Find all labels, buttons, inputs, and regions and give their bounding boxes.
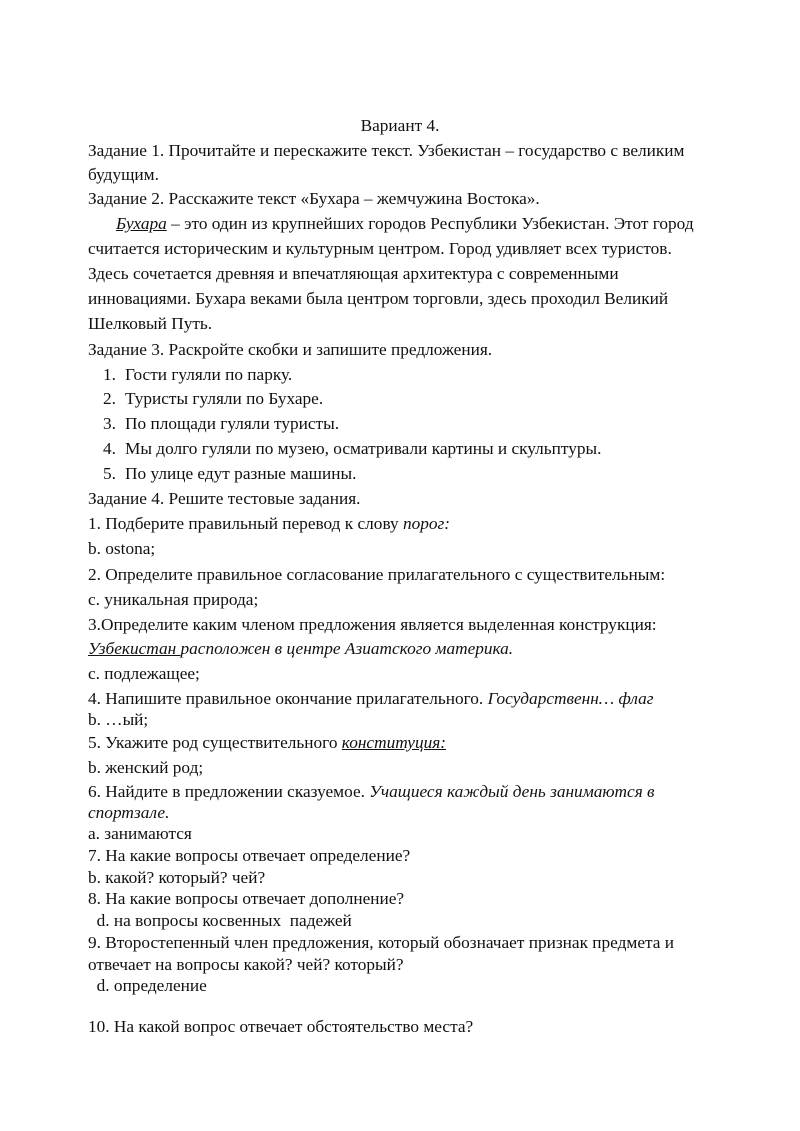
list-item — [96, 364, 292, 386]
question-keyword: порог: — [402, 514, 451, 533]
answer-7: b. какой? который? чей? — [88, 868, 266, 887]
question-6 — [88, 781, 655, 803]
question-text: 6. Найдите в предложении сказуемое. — [88, 782, 370, 801]
answer-4: b. …ый; — [88, 710, 149, 729]
question-4 — [88, 688, 653, 710]
task2-heading: Задание 2. Расскажите текст «Бухара – жемчужина Востока». — [88, 189, 540, 208]
text-line2: считается историческим и культурным центром. Город удивляет всех туристов. — [88, 239, 672, 258]
question-text: 4. Напишите правильное окончание прилагательного. — [88, 689, 488, 708]
answer-8: d. на вопросы косвенных падежей — [88, 911, 352, 930]
answer-1: b. ostona; — [88, 539, 156, 558]
list-item-number: 3. — [103, 414, 116, 433]
list-item — [96, 438, 601, 460]
task1-line2: будущим. — [88, 165, 159, 184]
question-3-sentence — [88, 638, 513, 660]
text-line1-rest: – это один из крупнейших городов Республики Узбекистан. Этот город — [166, 214, 694, 233]
list-item-number: 5. — [103, 464, 116, 483]
question-keyword: конституция: — [341, 733, 447, 752]
answer-5: b. женский род; — [88, 758, 204, 777]
list-item-text: По улице едут разные машины. — [125, 464, 357, 483]
question-9-line2: отвечает на вопросы какой? чей? который? — [88, 955, 404, 974]
question-1 — [88, 513, 450, 535]
text-term: Бухара — [116, 214, 167, 233]
list-item-text: Мы долго гуляли по музею, осматривали картины и скульптуры. — [125, 439, 602, 458]
answer-9: d. определение — [88, 976, 207, 995]
task1-line1: Задание 1. Прочитайте и перескажите текст. Узбекистан – государство с великим — [88, 141, 685, 160]
list-item-number: 4. — [103, 439, 116, 458]
list-item — [96, 413, 339, 435]
answer-2: c. уникальная природа; — [88, 590, 259, 609]
task3-heading: Задание 3. Раскройте скобки и запишите предложения. — [88, 340, 493, 359]
text-line4: инновациями. Бухара веками была центром торговли, здесь проходил Великий — [88, 289, 669, 308]
question-10: 10. На какой вопрос отвечает обстоятельство места? — [88, 1017, 474, 1036]
question-keyword: Учащиеся каждый день занимаются в — [369, 782, 655, 801]
task4-heading: Задание 4. Решите тестовые задания. — [88, 489, 361, 508]
question-text: 1. Подберите правильный перевод к слову — [88, 514, 403, 533]
question-7: 7. На какие вопросы отвечает определение? — [88, 846, 411, 865]
list-item — [96, 463, 356, 485]
question-5 — [88, 732, 446, 754]
question-keyword: Государственн… флаг — [487, 689, 654, 708]
question-3-sentence-rest: расположен в центре Азиатского материка. — [180, 639, 514, 658]
text-line5: Шелковый Путь. — [88, 314, 213, 333]
answer-3: c. подлежащее; — [88, 664, 200, 683]
question-9-line1: 9. Второстепенный член предложения, который обозначает признак предмета и — [88, 933, 675, 952]
list-item-number: 1. — [103, 365, 116, 384]
page-title: Вариант 4. — [360, 116, 440, 135]
list-item-text: Туристы гуляли по Бухаре. — [125, 389, 324, 408]
question-3: 3.Определите каким членом предложения является выделенная конструкция: — [88, 615, 657, 634]
list-item-text: Гости гуляли по парку. — [125, 365, 293, 384]
answer-6: a. занимаются — [88, 824, 192, 843]
question-2: 2. Определите правильное согласование прилагательного с существительным: — [88, 565, 666, 584]
list-item — [96, 388, 323, 410]
question-8: 8. На какие вопросы отвечает дополнение? — [88, 889, 405, 908]
question-3-subject: Узбекистан — [88, 639, 181, 658]
question-6-line2 — [88, 802, 169, 824]
list-item-text: По площади гуляли туристы. — [125, 414, 340, 433]
list-item-number: 2. — [103, 389, 116, 408]
text-line1 — [116, 213, 694, 235]
question-text: 5. Укажите род существительного — [88, 733, 342, 752]
question-keyword: спортзале. — [88, 803, 170, 822]
text-line3: Здесь сочетается древняя и впечатляющая архитектура с современными — [88, 264, 619, 283]
